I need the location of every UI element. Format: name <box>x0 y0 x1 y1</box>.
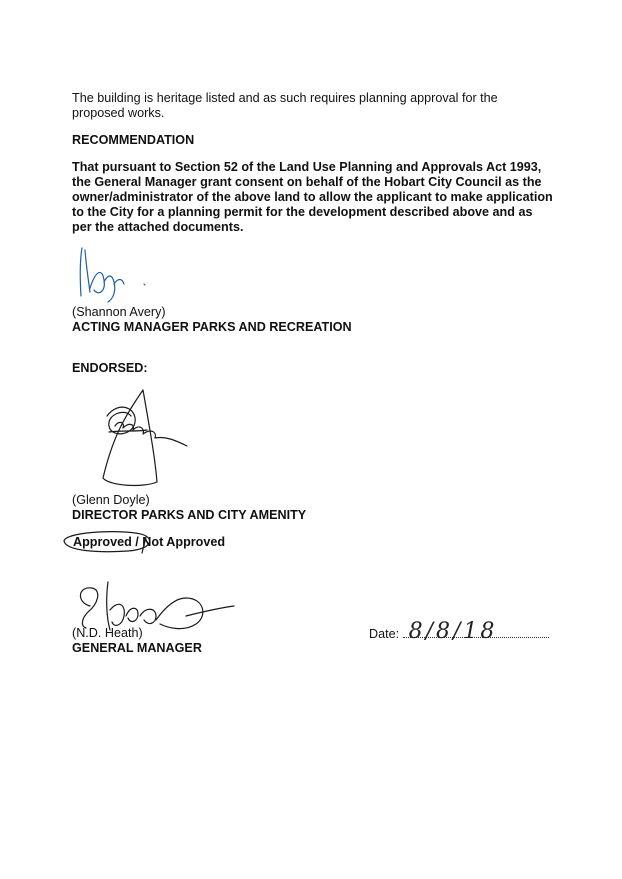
signatory2-name: (Glenn Doyle) <box>72 493 150 507</box>
signatory1-title: ACTING MANAGER PARKS AND RECREATION <box>72 320 352 334</box>
recommendation-heading: RECOMMENDATION <box>72 133 195 147</box>
signatory3-title: GENERAL MANAGER <box>72 641 202 655</box>
approved-option: Approved <box>73 535 132 549</box>
recommendation-body: That pursuant to Section 52 of the Land Use Planning and Approvals Act 1993, the General Manager grant consent on behalf of the Hobart City Council as the owner/administrator of the above land to allow the applicant to make application to the City for a planning permit for the development described above and as per the attached documents. <box>72 160 553 234</box>
approval-separator: / <box>131 535 143 549</box>
signature-glenn-doyle <box>95 386 195 496</box>
endorsed-label: ENDORSED: <box>72 361 148 375</box>
signature-shannon-avery <box>74 240 164 306</box>
signatory3-name: (N.D. Heath) <box>72 626 143 640</box>
date-label: Date: <box>369 627 400 641</box>
date-line <box>403 619 549 644</box>
date-handwritten: 8/8/18 <box>408 619 498 644</box>
approved-circle-mark <box>58 527 158 555</box>
signatory1-name: (Shannon Avery) <box>72 305 166 319</box>
not-approved-option: Not Approved <box>142 535 226 549</box>
date-field <box>369 619 549 644</box>
signatory2-title: DIRECTOR PARKS AND CITY AMENITY <box>72 508 307 522</box>
intro-paragraph: The building is heritage listed and as such requires planning approval for the proposed works. <box>72 91 498 120</box>
